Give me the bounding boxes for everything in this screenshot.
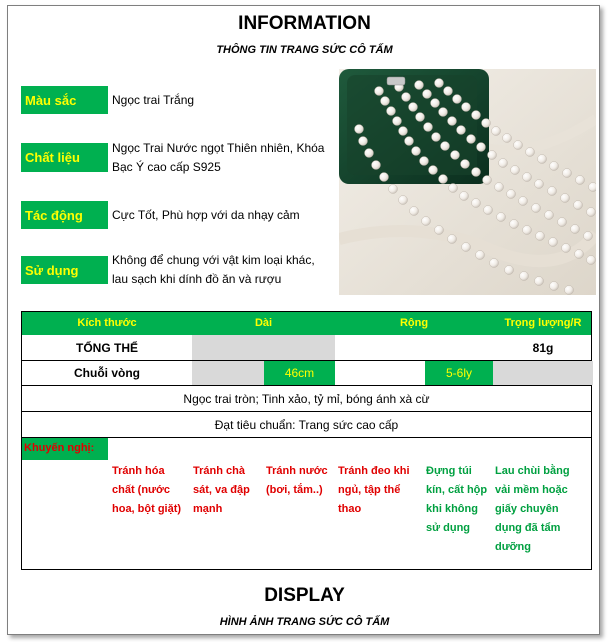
attr-label-color: Màu sắc: [21, 86, 108, 114]
advice-item-chemicals: Tránh hóa chất (nước hoa, bột giặt): [112, 465, 182, 515]
table-row-note2: [22, 412, 591, 438]
attr-value-effect: Cực Tốt, Phù hợp với da nhạy cảm: [112, 207, 300, 222]
display-subtitle: HÌNH ẢNH TRANG SỨC CÔ TẤM: [219, 616, 390, 628]
size-table: [21, 311, 592, 570]
overall-label: TỔNG THỂ: [76, 340, 138, 355]
pearl-necklace-image: [339, 69, 596, 295]
attr-label-usage: Sử dụng: [21, 256, 108, 284]
overall-weight: 81g: [532, 340, 554, 355]
attr-value-material: Ngọc Trai Nước ngọt Thiên nhiên, Khóa Bạc Ý cao cấp S925: [112, 141, 325, 174]
advice-item-storage: Đựng túi kín, cất hộp khi không sử dụng: [426, 465, 488, 534]
advice-item-cleaning: Lau chùi bằng vải mềm hoặc giấy chuyên dụng đã tẩm dưỡng: [495, 465, 570, 553]
advice-item-sleep: Tránh đeo khi ngủ, tập thể thao: [338, 465, 410, 515]
attr-label-material: Chất liệu: [21, 143, 108, 172]
note-standard: Đạt tiêu chuẩn: Trang sức cao cấp: [214, 417, 399, 432]
overall-length-cell: [192, 335, 335, 360]
note-pearl-quality: Ngọc trai tròn; Tinh xảo, tỷ mỉ, bóng ánh xà cừ: [183, 391, 430, 406]
strand-label: Chuỗi vòng: [74, 366, 140, 380]
size-table-header: [22, 312, 591, 335]
table-row-overall: [22, 335, 591, 361]
product-photo: [339, 69, 596, 295]
strand-weight-cell: [493, 361, 593, 385]
strand-length: 46cm: [264, 361, 335, 385]
display-title: DISPLAY: [264, 585, 345, 606]
attr-label-effect: Tác động: [21, 201, 108, 229]
header-weight: Trọng lượng/R: [504, 317, 582, 329]
header-width: Rộng: [399, 317, 429, 329]
table-row-note1: [22, 386, 591, 412]
attr-value-usage: Không để chung với vật kim loại khác, lau sạch khi dính đồ ăn và rượu: [112, 253, 315, 286]
strand-width: 5-6ly: [425, 361, 493, 385]
recommendation-label-bg: [22, 438, 108, 460]
page-subtitle: THÔNG TIN TRANG SỨC CÔ TẤM: [216, 44, 393, 56]
advice-item-friction: Tránh chà sát, va đập mạnh: [193, 465, 250, 515]
header-size: Kích thước: [77, 317, 137, 329]
strand-grey-cell: [192, 361, 264, 385]
header-length: Dài: [254, 317, 273, 329]
table-row-strand: [22, 361, 591, 386]
attr-value-color: Ngọc trai Trắng: [112, 92, 195, 107]
recommendation-label: Khuyến nghị:: [24, 442, 95, 454]
page-title: INFORMATION: [238, 13, 371, 34]
advice-item-water: Tránh nước (bơi, tắm..): [266, 465, 328, 496]
